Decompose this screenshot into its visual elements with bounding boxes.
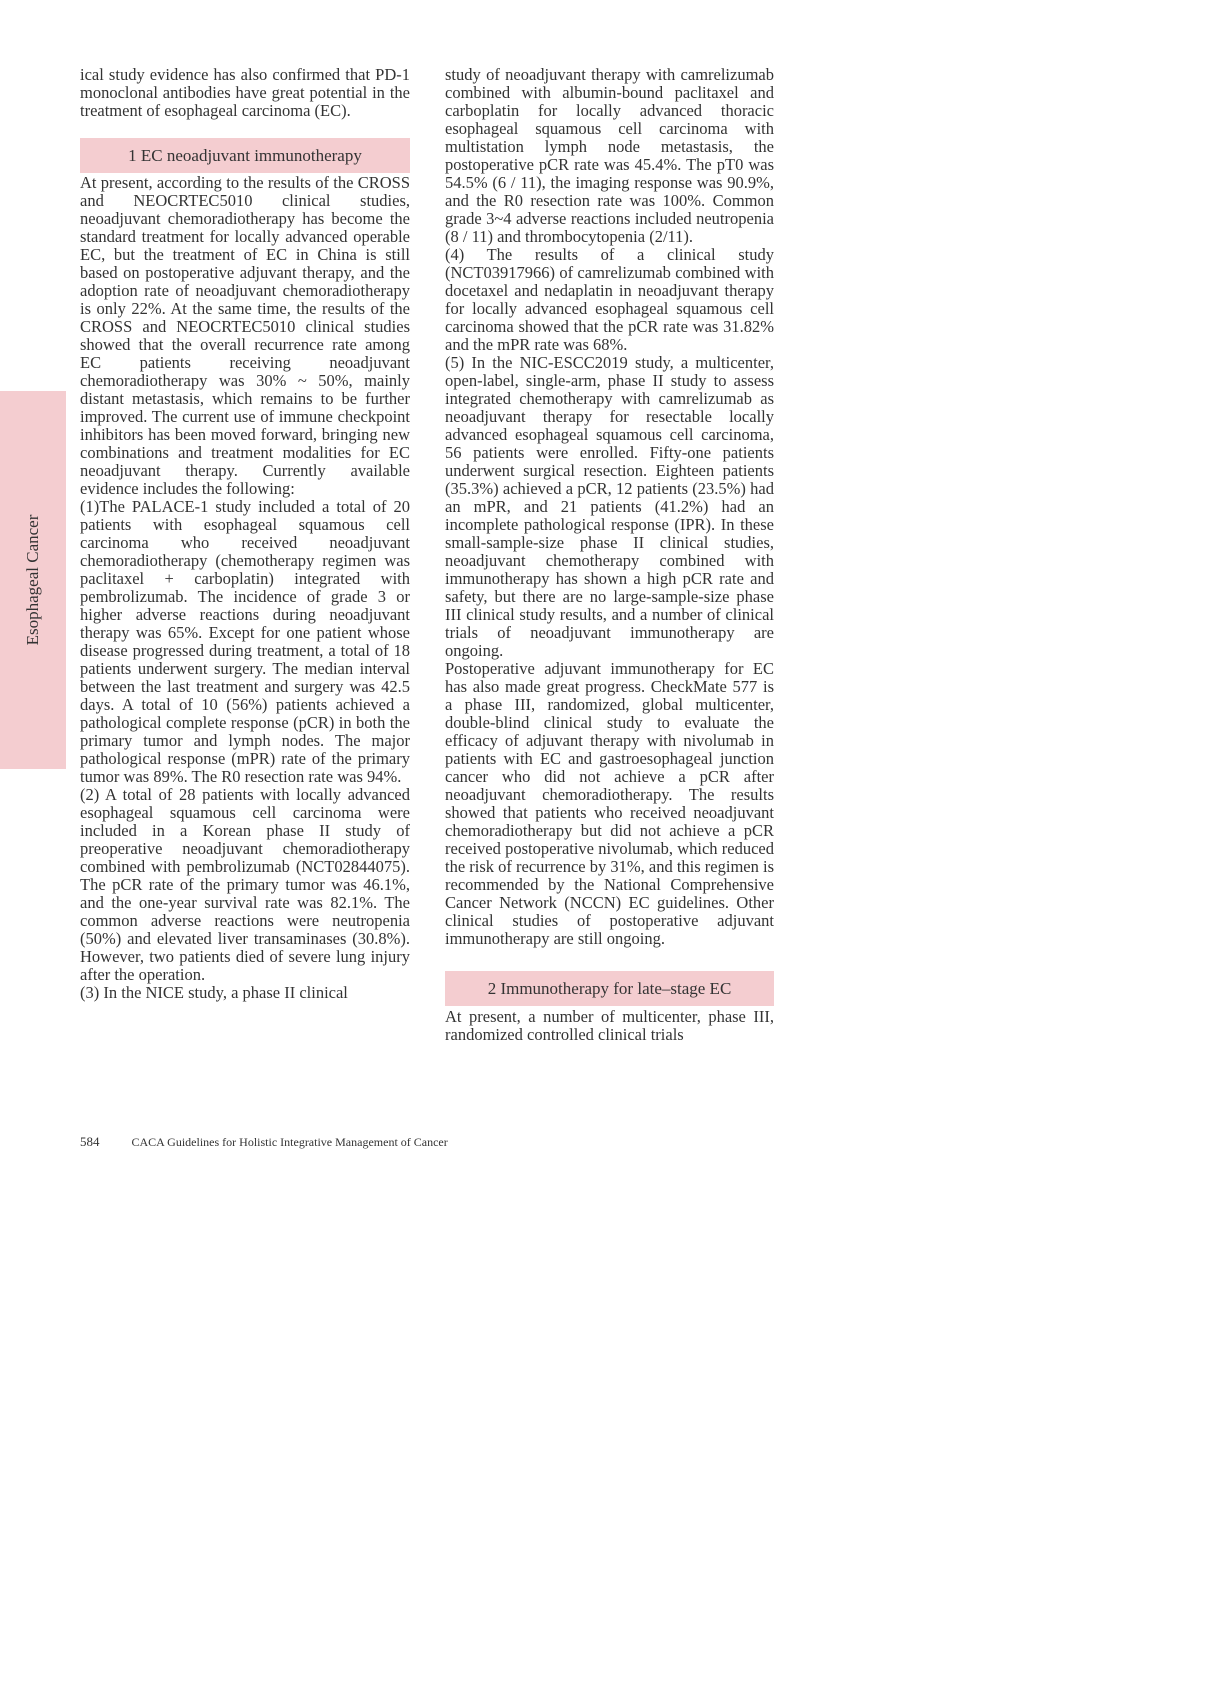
running-title: CACA Guidelines for Holistic Integrative Management of Cancer — [131, 1135, 448, 1149]
paragraph: (5) In the NIC-ESCC2019 study, a multicenter, open-label, single-arm, phase II study to assess integrated chemotherapy with camrelizumab as neoadjuvant therapy for resectable locally advanced esophageal squamous cell carcinoma, 56 patients were enrolled. Fifty-one patients underwent surgical resection. Eighteen patients (35.3%) achieved a pCR, 12 patients (23.5%) had an mPR, and 21 patients (41.2%) had an incomplete pathological response (IPR). In these small-sample-size phase II clinical studies, neoadjuvant chemotherapy combined with immunotherapy has shown a high pCR rate and safety, but there are no large-sample-size phase III clinical study results, and a number of clinical trials of neoadjuvant immunotherapy are ongoing. — [445, 353, 774, 660]
right-column — [445, 66, 774, 1044]
paragraph: study of neoadjuvant therapy with camrelizumab combined with albumin-bound paclitaxel and carboplatin for locally advanced thoracic esophageal squamous cell carcinoma with multistation lymph node metastasis, the postoperative pCR rate was 45.4%. The pT0 was 54.5% (6 / 11), the imaging response was 90.9%, and the R0 resection rate was 100%. Common grade 3~4 adverse reactions included neutropenia (8 / 11) and thrombocytopenia (2/11). — [445, 65, 774, 246]
paragraph: (1)The PALACE-1 study included a total of 20 patients with esophageal squamous cell carcinoma who received neoadjuvant chemoradiotherapy (chemotherapy regimen was paclitaxel + carboplatin) integrated with pembrolizumab. The incidence of grade 3 or higher adverse reactions during neoadjuvant therapy was 65%. Except for one patient whose disease progressed during treatment, a total of 18 patients underwent surgery. The median interval between the last treatment and surgery was 42.5 days. A total of 10 (56%) patients achieved a pathological complete response (pCR) in both the primary tumor and lymph nodes. The major pathological response (mPR) rate of the primary tumor was 89%. The R0 resection rate was 94%. — [80, 497, 410, 786]
paragraph: At present, a number of multicenter, phase III, randomized controlled clinical trials — [445, 1007, 774, 1044]
paragraph: At present, according to the results of the CROSS and NEOCRTEC5010 clinical studies, neoadjuvant chemoradiotherapy has become the standard treatment for locally advanced operable EC, but the treatment of EC in China is still based on postoperative adjuvant therapy, and the adoption rate of neoadjuvant chemoradiotherapy is only 22%. At the same time, the results of the CROSS and NEOCRTEC5010 clinical studies showed that the overall recurrence rate among EC patients receiving neoadjuvant chemoradiotherapy was 30% ~ 50%, mainly distant metastasis, which remains to be further improved. The current use of immune checkpoint inhibitors has been moved forward, bringing new combinations and treatment modalities for EC neoadjuvant therapy. Currently available evidence includes the following: — [80, 173, 410, 498]
page-footer — [80, 1134, 448, 1150]
paragraph: (4) The results of a clinical study (NCT03917966) of camrelizumab combined with docetaxel and nedaplatin in neoadjuvant therapy for locally advanced esophageal squamous cell carcinoma showed that the pCR rate was 31.82% and the mPR rate was 68%. — [445, 245, 774, 354]
paragraph: Postoperative adjuvant immunotherapy for EC has also made great progress. CheckMate 577 is a phase III, randomized, global multicenter, double-blind clinical study to evaluate the efficacy of adjuvant therapy with nivolumab in patients with EC and gastroesophageal junction cancer who did not achieve a pCR after neoadjuvant chemoradiotherapy. The results showed that patients who received neoadjuvant chemoradiotherapy but did not achieve a pCR received postoperative nivolumab, which reduced the risk of recurrence by 31%, and this regimen is recommended by the National Comprehensive Cancer Network (NCCN) EC guidelines. Other clinical studies of postoperative adjuvant immunotherapy are still ongoing. — [445, 659, 774, 948]
section-heading-2: 2 Immunotherapy for late–stage EC — [445, 971, 774, 1006]
paragraph: (3) In the NICE study, a phase II clinical — [80, 983, 348, 1002]
page-number: 584 — [80, 1134, 100, 1149]
side-section-label: Esophageal Cancer — [23, 514, 42, 646]
section-heading-1: 1 EC neoadjuvant immunotherapy — [80, 138, 410, 173]
paragraph: (2) A total of 28 patients with locally advanced esophageal squamous cell carcinoma were included in a Korean phase II study of preoperative neoadjuvant chemoradiotherapy combined with pembrolizumab (NCT02844075). The pCR rate of the primary tumor was 46.1%, and the one-year survival rate was 82.1%. The common adverse reactions were neutropenia (50%) and elevated liver transaminases (30.8%). However, two patients died of severe lung injury after the operation. — [80, 785, 410, 984]
paragraph-intro: ical study evidence has also confirmed that PD-1 monoclonal antibodies have great potential in the treatment of esophageal carcinoma (EC). — [80, 65, 410, 120]
side-section-tab — [0, 391, 66, 769]
left-column — [80, 66, 410, 1002]
